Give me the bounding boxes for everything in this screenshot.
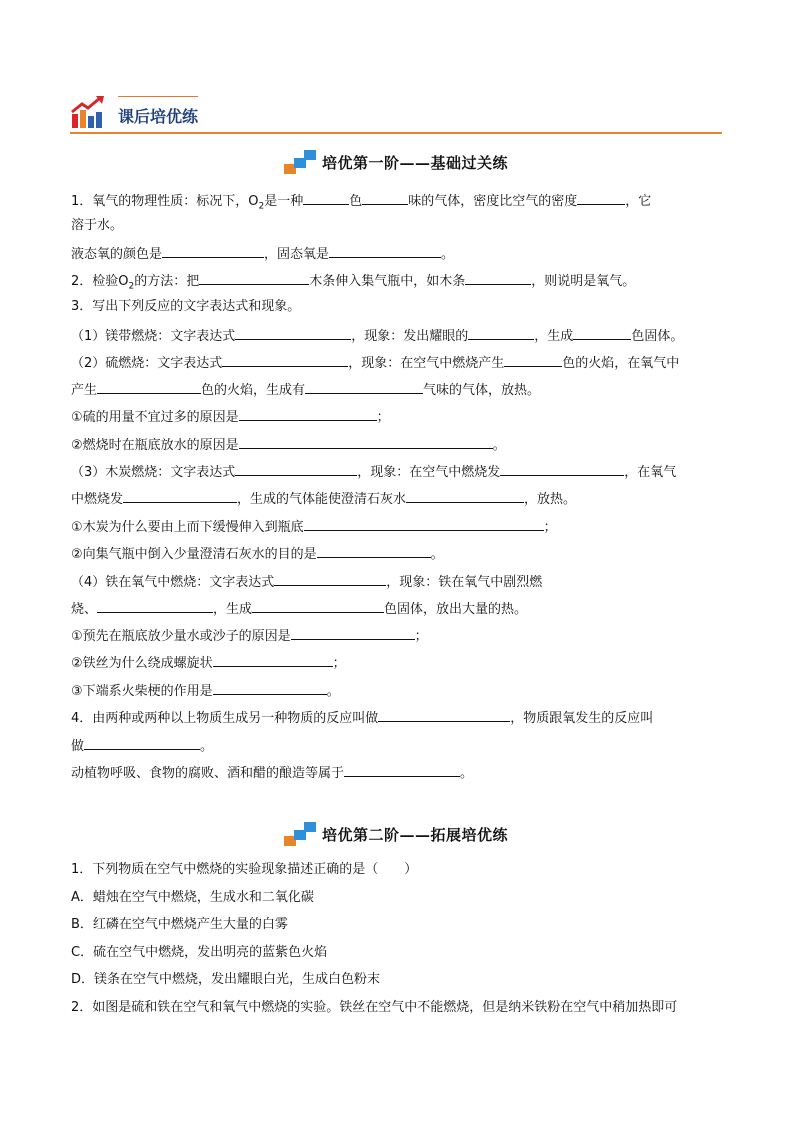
answer-blank[interactable] <box>344 762 460 777</box>
answer-blank[interactable] <box>252 598 384 613</box>
question-3-3: （3）木炭燃烧：文字表达式 ，现象：在空气中燃烧发 ，在氧气 <box>71 461 731 483</box>
option-d[interactable]: D．镁条在空气中燃烧，发出耀眼白光，生成白色粉末 <box>71 972 381 987</box>
option-c[interactable]: C．硫在空气中燃烧，发出明亮的蓝紫色火焰 <box>71 945 328 960</box>
answer-blank[interactable] <box>317 543 431 558</box>
question-3-3-a: ①木炭为什么要由上而下缓慢伸入到瓶底 ； <box>71 516 731 538</box>
answer-blank[interactable] <box>291 625 415 640</box>
header-divider <box>70 132 722 134</box>
answer-blank[interactable] <box>199 270 309 285</box>
answer-blank[interactable] <box>239 406 377 421</box>
answer-blank[interactable] <box>378 707 510 722</box>
page-header <box>70 92 722 134</box>
question-3-4-c: ③下端系火柴梗的作用是 。 <box>71 680 731 702</box>
answer-blank[interactable] <box>213 652 333 667</box>
answer-blank[interactable] <box>303 190 349 205</box>
answer-blank[interactable] <box>500 461 624 476</box>
answer-blank[interactable] <box>213 680 327 695</box>
answer-blank[interactable] <box>465 270 531 285</box>
answer-blank[interactable] <box>406 488 524 503</box>
answer-blank[interactable] <box>97 598 213 613</box>
section-2-title: 培优第二阶——拓展培优练 <box>322 825 509 844</box>
question-1-line-2: 溶于水。 <box>71 218 124 233</box>
answer-blank[interactable] <box>573 325 631 340</box>
question-3-3-cont: 中燃烧发 ，生成的气体能使澄清石灰水 ，放热。 <box>71 488 731 510</box>
option-a[interactable]: A．蜡烛在空气中燃烧，生成水和二氧化碳 <box>71 890 314 905</box>
steps-icon <box>284 822 318 846</box>
question-3-2-b: ②燃烧时在瓶底放水的原因是 。 <box>71 434 731 456</box>
answer-blank[interactable] <box>162 243 264 258</box>
header-accent-line <box>118 96 198 97</box>
growth-chart-icon <box>70 94 108 130</box>
question-3-2: （2）硫燃烧：文字表达式 ，现象：在空气中燃烧产生 色的火焰，在氧气中 <box>71 352 731 374</box>
answer-blank[interactable] <box>504 352 562 367</box>
page-title: 课后培优练 <box>118 107 199 126</box>
question-3-1: （1）镁带燃烧：文字表达式 ，现象：发出耀眼的 ，生成 色固体。 <box>71 325 731 347</box>
question-1-line-3: 液态氧的颜色是 ，固态氧是 。 <box>71 243 731 265</box>
question-1-line-1: 1．氧气的物理性质：标况下，$O_2$是一种 色 味的气体，密度比空气的密度 ，它 <box>71 190 731 217</box>
question-4-cont: 做 。 <box>71 735 731 757</box>
question-3-intro: 3．写出下列反应的文字表达式和现象。 <box>71 299 301 314</box>
question-2: 2．检验$O_2$的方法：把 木条伸入集气瓶中，如木条 ，则说明是氧气。 <box>71 270 731 297</box>
question-3-2-cont: 产生 色的火焰，生成有 气味的气体，放热。 <box>71 379 731 401</box>
question-3-4-cont: 烧、 ，生成 色固体，放出大量的热。 <box>71 598 731 620</box>
question-4-line-3: 动植物呼吸、食物的腐败、酒和醋的酿造等属于 。 <box>71 762 731 784</box>
question-3-2-a: ①硫的用量不宜过多的原因是 ； <box>71 406 731 428</box>
steps-icon <box>284 150 318 174</box>
question-4: 4．由两种或两种以上物质生成另一种物质的反应叫做 ，物质跟氧发生的反应叫 <box>71 707 731 729</box>
answer-blank[interactable] <box>84 735 200 750</box>
section-1-heading <box>284 150 508 174</box>
answer-blank[interactable] <box>305 379 423 394</box>
question-3-4-b: ②铁丝为什么绕成螺旋状 ； <box>71 652 731 674</box>
answer-blank[interactable] <box>329 243 441 258</box>
part2-question-2: 2．如图是硫和铁在空气和氧气中燃烧的实验。铁丝在空气中不能燃烧，但是纳米铁粉在空气中稍加热即可 <box>71 1000 678 1015</box>
answer-blank[interactable] <box>362 190 408 205</box>
answer-blank[interactable] <box>222 352 348 367</box>
answer-blank[interactable] <box>239 434 493 449</box>
answer-blank[interactable] <box>468 325 534 340</box>
answer-blank[interactable] <box>304 516 544 531</box>
question-3-4: （4）铁在氧气中燃烧：文字表达式 ，现象：铁在氧气中剧烈燃 <box>71 571 731 593</box>
question-3-3-b: ②向集气瓶中倒入少量澄清石灰水的目的是 。 <box>71 543 731 565</box>
answer-blank[interactable] <box>577 190 625 205</box>
section-2-heading <box>284 822 508 846</box>
answer-blank[interactable] <box>274 571 386 586</box>
part2-question-1: 1．下列物质在空气中燃烧的实验现象描述正确的是（ ） <box>71 862 418 877</box>
answer-blank[interactable] <box>123 488 237 503</box>
answer-blank[interactable] <box>235 461 357 476</box>
question-3-4-a: ①预先在瓶底放少量水或沙子的原因是 ； <box>71 625 731 647</box>
section-1-title: 培优第一阶——基础过关练 <box>322 153 509 172</box>
answer-blank[interactable] <box>97 379 201 394</box>
answer-blank[interactable] <box>235 325 351 340</box>
option-b[interactable]: B．红磷在空气中燃烧产生大量的白雾 <box>71 917 288 932</box>
